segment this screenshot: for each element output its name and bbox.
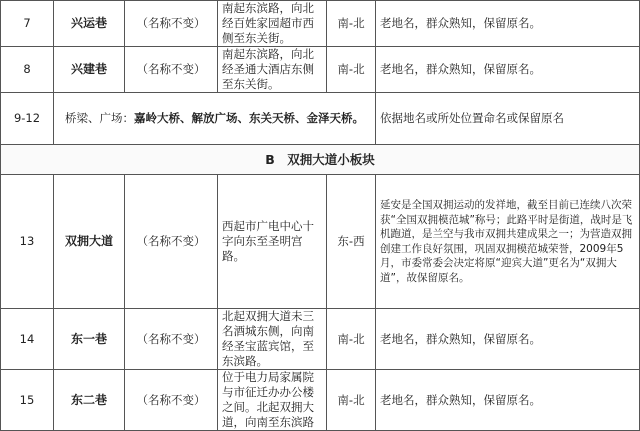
reason: 老地名，群众熟知，保留原名。 [376, 370, 640, 431]
reason: 老地名，群众熟知，保留原名。 [376, 47, 640, 93]
direction: 南-北 [327, 1, 376, 47]
street-name: 东一巷 [54, 309, 125, 370]
bridges-list: 嘉岭大桥、解放广场、东关天桥、金泽天桥。 [134, 111, 364, 125]
direction: 南-北 [327, 370, 376, 431]
name-change: （名称不变） [125, 175, 218, 309]
table-row [1, 309, 640, 370]
row-number: 14 [1, 309, 54, 370]
name-change: （名称不变） [125, 370, 218, 431]
bridges-prefix: 桥梁、广场： [65, 111, 134, 125]
direction: 东-西 [327, 175, 376, 309]
row-number: 7 [1, 1, 54, 47]
table-row [1, 93, 640, 145]
direction: 南-北 [327, 47, 376, 93]
reason: 老地名，群众熟知，保留原名。 [376, 309, 640, 370]
name-change: （名称不变） [125, 309, 218, 370]
row-number: 9-12 [1, 93, 54, 145]
location: 西起市广电中心十字向东至圣明宫路。 [218, 175, 327, 309]
table-row [1, 1, 640, 47]
street-name: 兴运巷 [54, 1, 125, 47]
row-number: 13 [1, 175, 54, 309]
section-header-row [1, 145, 640, 175]
section-title: B 双拥大道小板块 [1, 145, 640, 175]
row-number: 8 [1, 47, 54, 93]
location: 南起东滨路，向北经圣通大酒店东侧至东关街。 [218, 47, 327, 93]
table-row [1, 175, 640, 309]
street-name: 双拥大道 [54, 175, 125, 309]
location: 北起双拥大道未三名酒城东侧，向南经圣宝蓝宾馆，至东滨路。 [218, 309, 327, 370]
bridges-squares-cell [54, 93, 376, 145]
street-name: 兴建巷 [54, 47, 125, 93]
location: 南起东滨路，向北经百姓家园超市西侧至东关街。 [218, 1, 327, 47]
direction: 南-北 [327, 309, 376, 370]
reason: 老地名，群众熟知，保留原名。 [376, 1, 640, 47]
name-change: （名称不变） [125, 1, 218, 47]
reason: 延安是全国双拥运动的发祥地，截至目前已连续八次荣获“全国双拥模范城”称号；此路平时是街道，战时是飞机跑道，是兰空与我市双拥共建成果之一；为营造双拥创建工作良好氛围，巩固双拥模范城荣誉，2009年5月，市委常委会决定将原“迎宾大道”更名为“双拥大道”，故保留原名。 [376, 175, 640, 309]
location: 位于电力局家属院与市征迁办办公楼之间。北起双拥大道，向南至东滨路 [218, 370, 327, 431]
street-name: 东二巷 [54, 370, 125, 431]
row-number: 15 [1, 370, 54, 431]
table-row [1, 370, 640, 431]
name-change: （名称不变） [125, 47, 218, 93]
reason: 依据地名或所处位置命名或保留原名 [376, 93, 640, 145]
table-row [1, 47, 640, 93]
